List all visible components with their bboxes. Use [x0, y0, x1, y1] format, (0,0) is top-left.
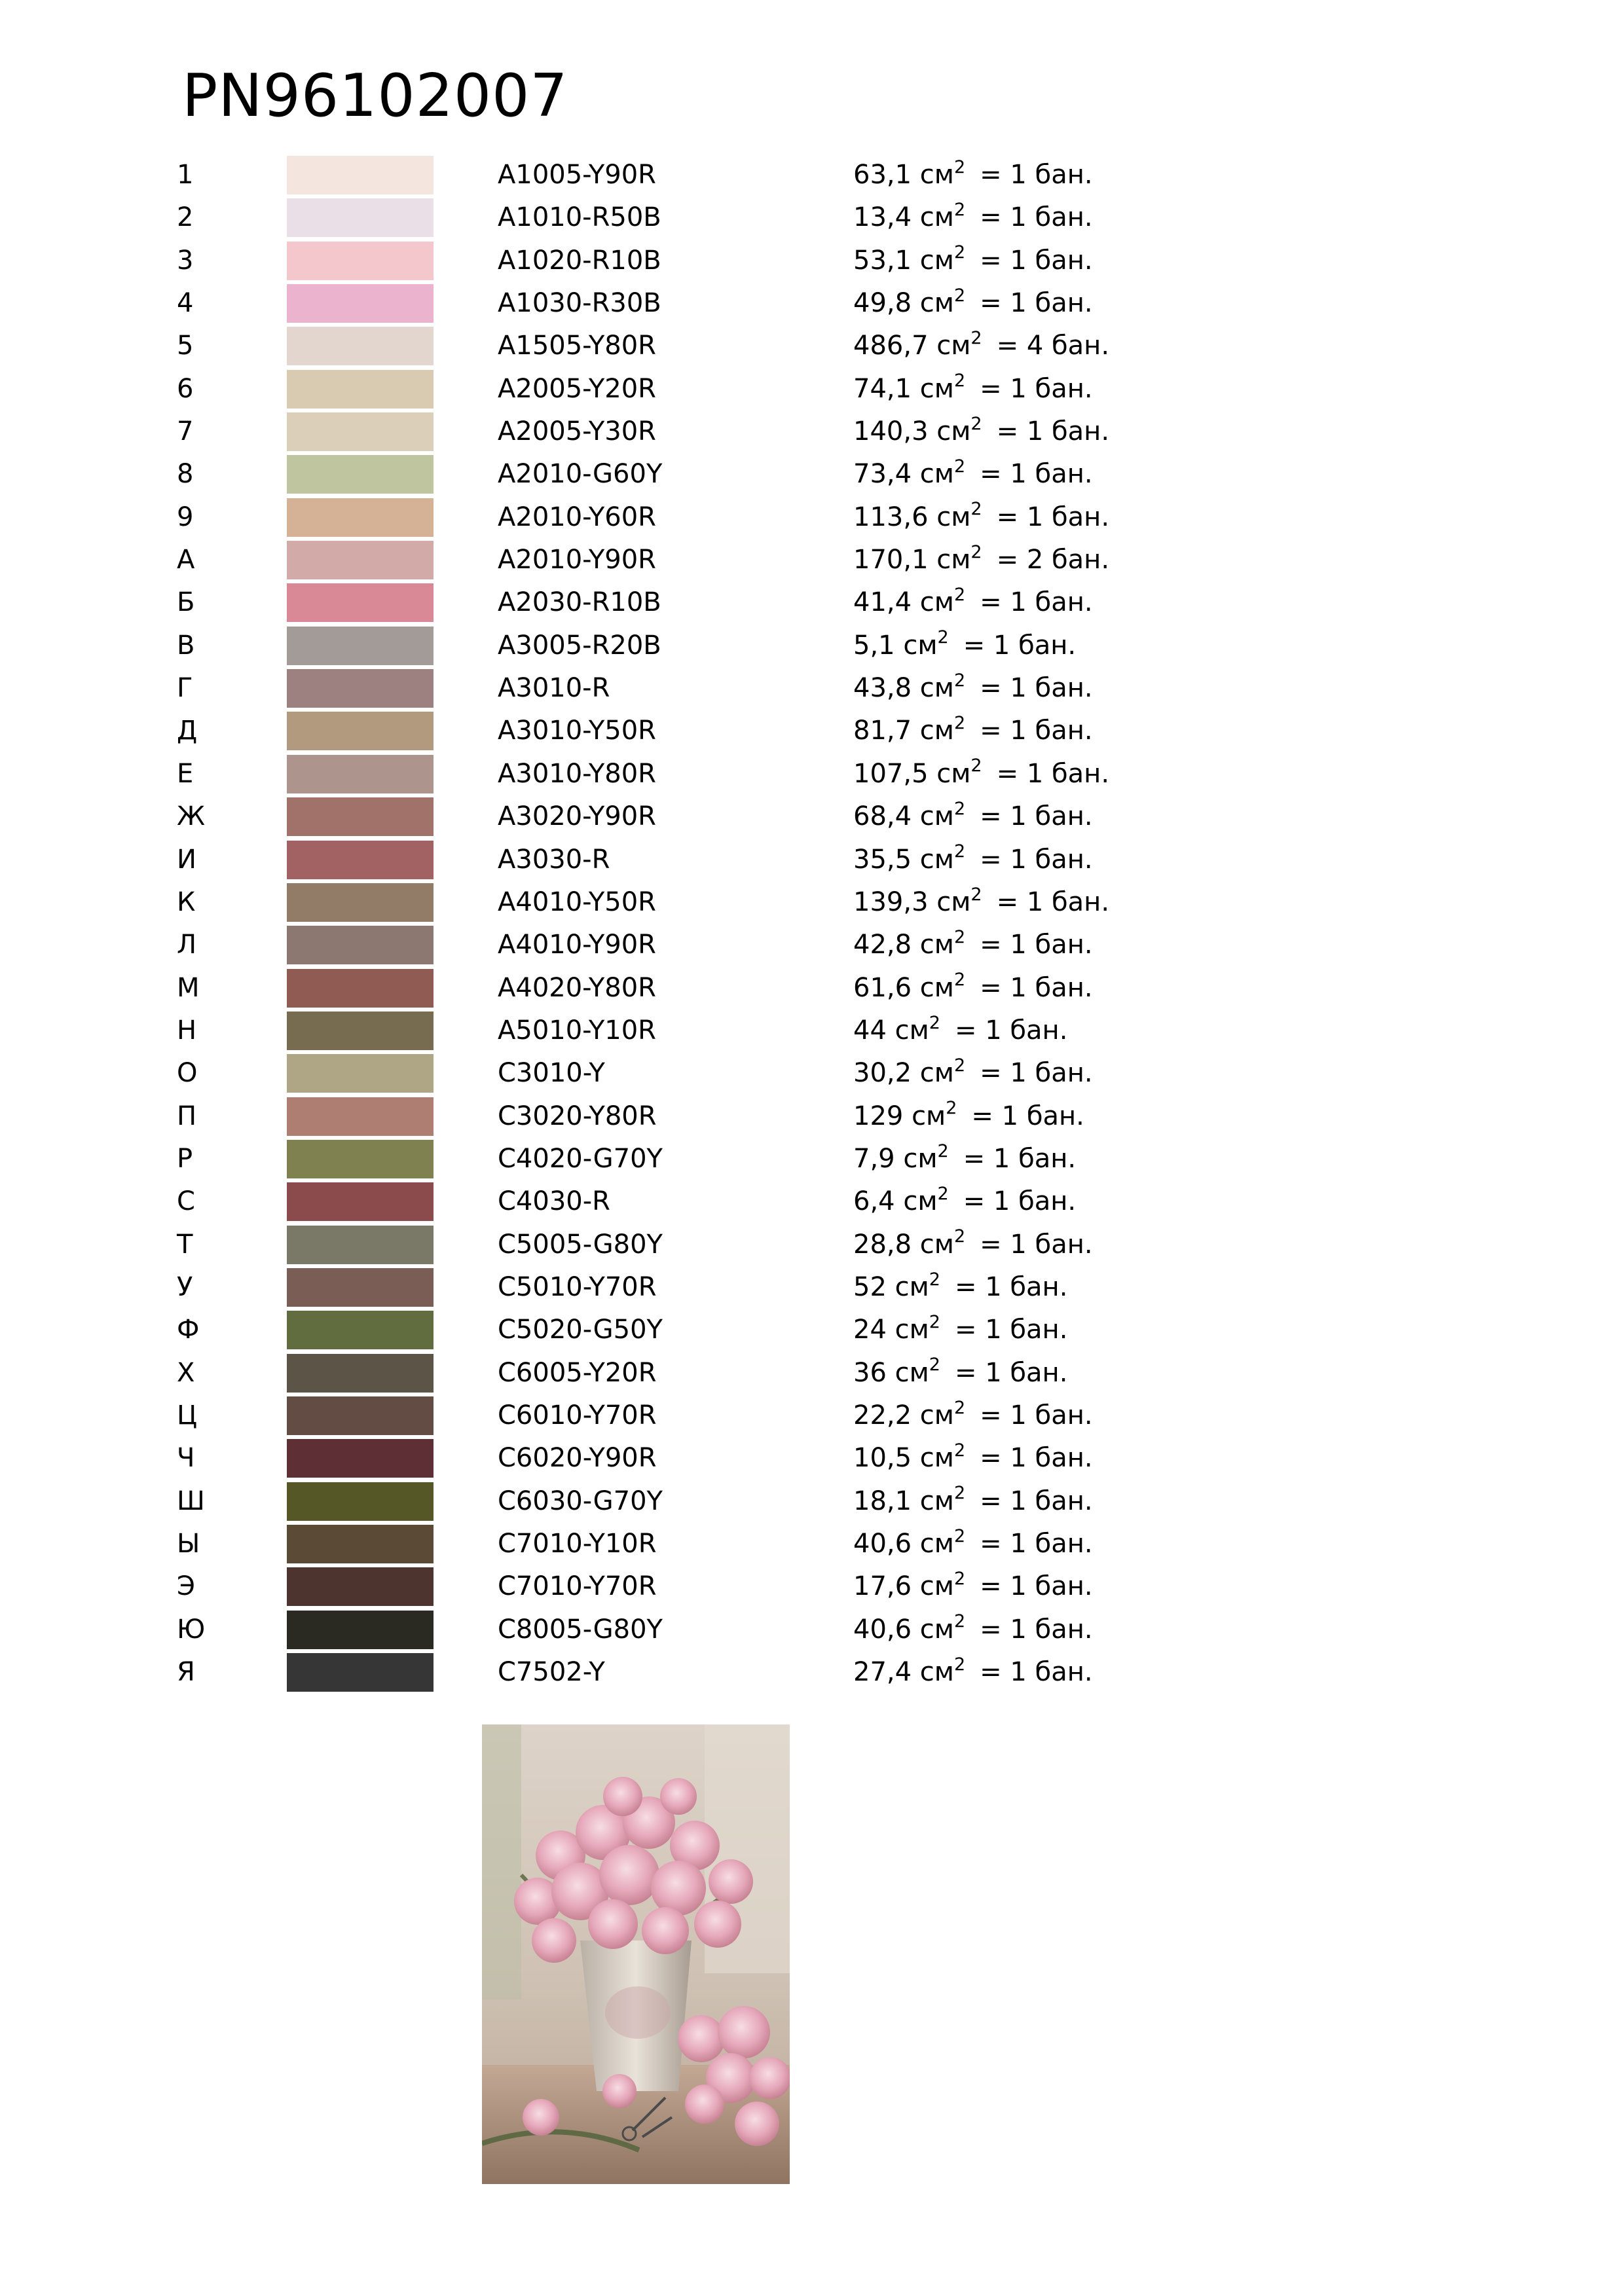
color-swatch [287, 1268, 434, 1307]
color-swatch [287, 1482, 434, 1521]
jar-count: = 1 бан. [980, 1529, 1093, 1559]
color-swatch [287, 455, 434, 494]
area-exponent: 2 [953, 242, 966, 263]
jar-count: = 1 бан. [980, 1400, 1093, 1430]
jar-count: = 1 бан. [996, 758, 1110, 789]
jar-count: = 1 бан. [980, 1485, 1093, 1516]
area-value: 13,4 см [853, 202, 954, 233]
color-number: 8 [177, 459, 194, 490]
color-code: C6005-Y20R [498, 1357, 657, 1388]
jar-count: = 1 бан. [980, 1229, 1093, 1260]
color-number: Т [177, 1229, 193, 1260]
area-exponent: 2 [953, 1397, 966, 1418]
jar-count: = 1 бан. [980, 202, 1093, 233]
area-value: 53,1 см [853, 245, 954, 276]
color-area [853, 1138, 1076, 1180]
color-row [0, 1609, 1624, 1651]
color-number: 6 [177, 373, 194, 404]
area-value: 52 см [853, 1271, 929, 1302]
color-row [0, 1437, 1624, 1480]
color-number: Ч [177, 1443, 195, 1474]
jar-count: = 1 бан. [971, 1101, 1084, 1131]
color-code: A2005-Y30R [498, 416, 656, 447]
color-area [853, 795, 1093, 838]
jar-count: = 1 бан. [954, 1315, 1068, 1345]
jar-count: = 1 бан. [980, 844, 1093, 875]
jar-count: = 1 бан. [996, 886, 1110, 917]
color-swatch [287, 969, 434, 1008]
color-row [0, 368, 1624, 410]
area-exponent: 2 [953, 1611, 966, 1632]
area-exponent: 2 [953, 1226, 966, 1247]
color-swatch [287, 1396, 434, 1435]
color-area [853, 967, 1093, 1010]
area-value: 139,3 см [853, 886, 971, 917]
jar-count: = 1 бан. [980, 245, 1093, 276]
color-number: Б [177, 587, 195, 618]
color-code: A3020-Y90R [498, 801, 656, 832]
color-number: С [177, 1186, 195, 1217]
color-row [0, 1224, 1624, 1266]
area-exponent: 2 [937, 1140, 949, 1161]
color-number: Е [177, 758, 194, 789]
color-area [853, 581, 1093, 624]
jar-count: = 1 бан. [980, 930, 1093, 960]
color-area [853, 924, 1093, 966]
jar-count: = 1 бан. [980, 587, 1093, 618]
color-row [0, 1309, 1624, 1351]
color-area [853, 1394, 1093, 1437]
color-area [853, 1052, 1093, 1095]
color-code: C4030-R [498, 1186, 610, 1217]
color-code: C6020-Y90R [498, 1443, 657, 1474]
color-area [853, 881, 1109, 924]
color-swatch [287, 1311, 434, 1349]
jar-count: = 1 бан. [980, 288, 1093, 319]
area-exponent: 2 [953, 1483, 966, 1504]
color-number: У [177, 1271, 193, 1302]
color-area [853, 667, 1093, 710]
area-value: 113,6 см [853, 501, 971, 532]
color-code: C6030-G70Y [498, 1485, 663, 1516]
area-exponent: 2 [970, 499, 982, 520]
color-code: A5010-Y10R [498, 1015, 656, 1046]
color-swatch [287, 284, 434, 323]
color-area [853, 1480, 1093, 1523]
color-area [853, 1523, 1093, 1565]
color-swatch [287, 541, 434, 579]
color-row [0, 881, 1624, 924]
area-value: 107,5 см [853, 758, 971, 789]
area-value: 486,7 см [853, 331, 971, 361]
color-area [853, 1010, 1067, 1052]
area-exponent: 2 [937, 1183, 949, 1204]
color-swatch [287, 1653, 434, 1692]
color-number: В [177, 630, 195, 661]
color-swatch [287, 1054, 434, 1093]
color-area [853, 154, 1093, 196]
jar-count: = 1 бан. [996, 501, 1110, 532]
jar-count: = 1 бан. [963, 630, 1077, 661]
color-area [853, 496, 1109, 539]
color-number: П [177, 1101, 197, 1131]
color-number: Ж [177, 801, 206, 832]
area-exponent: 2 [929, 1012, 940, 1033]
color-row [0, 1266, 1624, 1309]
area-value: 40,6 см [853, 1529, 954, 1559]
color-code: A2030-R10B [498, 587, 661, 618]
color-area [853, 453, 1093, 496]
color-code: C4020-G70Y [498, 1143, 663, 1174]
color-area [853, 196, 1093, 239]
color-area [853, 1609, 1093, 1651]
area-value: 24 см [853, 1315, 929, 1345]
color-row [0, 1052, 1624, 1095]
area-value: 63,1 см [853, 160, 954, 190]
color-row [0, 1138, 1624, 1180]
area-value: 140,3 см [853, 416, 971, 447]
jar-count: = 1 бан. [954, 1015, 1068, 1046]
area-value: 81,7 см [853, 716, 954, 746]
area-value: 74,1 см [853, 373, 954, 404]
area-value: 28,8 см [853, 1229, 954, 1260]
color-code: A1010-R50B [498, 202, 661, 233]
area-exponent: 2 [929, 1355, 940, 1376]
area-exponent: 2 [953, 670, 966, 691]
jar-count: = 1 бан. [980, 1614, 1093, 1645]
color-row [0, 753, 1624, 795]
color-row [0, 1010, 1624, 1052]
color-code: C5005-G80Y [498, 1229, 663, 1260]
color-number: Ц [177, 1400, 198, 1430]
color-row [0, 1352, 1624, 1394]
color-number: 1 [177, 160, 194, 190]
area-value: 68,4 см [853, 801, 954, 832]
color-code: A1020-R10B [498, 245, 661, 276]
color-code: C6010-Y70R [498, 1400, 657, 1430]
color-number: Ш [177, 1485, 205, 1516]
color-row [0, 967, 1624, 1010]
color-code: A2010-G60Y [498, 459, 663, 490]
color-swatch [287, 1226, 434, 1264]
color-swatch [287, 498, 434, 537]
color-row [0, 154, 1624, 196]
roses-vase-image [482, 1724, 790, 2184]
color-area [853, 282, 1093, 325]
color-swatch [287, 712, 434, 750]
jar-count: = 1 бан. [963, 1186, 1077, 1217]
color-swatch [287, 198, 434, 237]
jar-count: = 1 бан. [980, 459, 1093, 490]
color-code: C7010-Y10R [498, 1529, 657, 1559]
area-value: 6,4 см [853, 1186, 938, 1217]
color-area [853, 325, 1109, 367]
color-code: C5020-G50Y [498, 1315, 663, 1345]
color-code: A2005-Y20R [498, 373, 656, 404]
color-code: C8005-G80Y [498, 1614, 663, 1645]
area-value: 17,6 см [853, 1571, 954, 1602]
area-exponent: 2 [953, 585, 966, 606]
color-code: A3010-R [498, 673, 610, 704]
jar-count: = 1 бан. [980, 673, 1093, 704]
color-area [853, 753, 1109, 795]
color-area [853, 368, 1093, 410]
area-exponent: 2 [953, 1055, 966, 1076]
color-row [0, 1095, 1624, 1138]
jar-count: = 1 бан. [980, 801, 1093, 832]
color-row [0, 625, 1624, 667]
color-number: О [177, 1058, 198, 1089]
area-exponent: 2 [953, 1654, 966, 1675]
color-number: Э [177, 1571, 195, 1602]
area-exponent: 2 [953, 156, 966, 177]
color-number: 7 [177, 416, 194, 447]
area-value: 18,1 см [853, 1485, 954, 1516]
color-area [853, 410, 1109, 453]
color-row [0, 839, 1624, 881]
color-swatch [287, 583, 434, 622]
color-row [0, 453, 1624, 496]
color-code: A3010-Y50R [498, 716, 656, 746]
color-code: C5010-Y70R [498, 1271, 657, 1302]
color-swatch [287, 1097, 434, 1136]
color-swatch [287, 156, 434, 194]
color-number: Ы [177, 1529, 200, 1559]
area-value: 40,6 см [853, 1614, 954, 1645]
color-code: A2010-Y90R [498, 545, 656, 575]
color-row [0, 1480, 1624, 1523]
color-number: 3 [177, 245, 194, 276]
color-code: A4010-Y50R [498, 886, 656, 917]
color-number: 9 [177, 501, 194, 532]
jar-count: = 1 бан. [980, 1443, 1093, 1474]
color-area [853, 1352, 1067, 1394]
area-exponent: 2 [953, 798, 966, 819]
area-exponent: 2 [953, 926, 966, 947]
color-swatch [287, 370, 434, 409]
area-exponent: 2 [970, 756, 982, 776]
color-number: 5 [177, 331, 194, 361]
page-title: PN96102007 [182, 62, 568, 130]
area-value: 10,5 см [853, 1443, 954, 1474]
area-exponent: 2 [937, 627, 949, 648]
color-area [853, 1309, 1067, 1351]
jar-count: = 4 бан. [996, 331, 1110, 361]
area-exponent: 2 [970, 884, 982, 905]
area-exponent: 2 [953, 1569, 966, 1590]
color-number: А [177, 545, 195, 575]
color-swatch [287, 1611, 434, 1649]
jar-count: = 1 бан. [963, 1143, 1077, 1174]
color-row [0, 196, 1624, 239]
area-exponent: 2 [970, 413, 982, 434]
color-row [0, 1565, 1624, 1608]
area-value: 42,8 см [853, 930, 954, 960]
color-number: Л [177, 930, 197, 960]
color-number: Я [177, 1657, 195, 1688]
area-value: 22,2 см [853, 1400, 954, 1430]
color-code: C3020-Y80R [498, 1101, 657, 1131]
jar-count: = 1 бан. [980, 1058, 1093, 1089]
color-code: A1030-R30B [498, 288, 661, 319]
color-swatch [287, 1011, 434, 1050]
area-exponent: 2 [953, 285, 966, 306]
area-value: 36 см [853, 1357, 929, 1388]
jar-count: = 1 бан. [980, 160, 1093, 190]
area-value: 30,2 см [853, 1058, 954, 1089]
area-value: 7,9 см [853, 1143, 938, 1174]
color-row [0, 1394, 1624, 1437]
jar-count: = 1 бан. [980, 1657, 1093, 1688]
color-area [853, 710, 1093, 752]
area-exponent: 2 [953, 970, 966, 991]
color-code: C7502-Y [498, 1657, 605, 1688]
color-code: A4010-Y90R [498, 930, 656, 960]
color-row [0, 581, 1624, 624]
color-area [853, 1266, 1067, 1309]
color-swatch [287, 627, 434, 665]
color-swatch [287, 1140, 434, 1178]
area-exponent: 2 [953, 200, 966, 221]
area-value: 35,5 см [853, 844, 954, 875]
color-swatch [287, 1567, 434, 1606]
color-area [853, 1095, 1084, 1138]
color-row [0, 667, 1624, 710]
color-number: Ф [177, 1315, 200, 1345]
color-row [0, 496, 1624, 539]
color-area [853, 1565, 1093, 1608]
color-row [0, 795, 1624, 838]
area-value: 170,1 см [853, 545, 971, 575]
color-swatch [287, 1354, 434, 1393]
color-swatch [287, 1439, 434, 1478]
color-number: Д [177, 716, 198, 746]
color-number: Г [177, 673, 193, 704]
area-exponent: 2 [953, 456, 966, 477]
area-value: 44 см [853, 1015, 929, 1046]
color-number: К [177, 886, 196, 917]
color-row [0, 1651, 1624, 1694]
area-value: 129 см [853, 1101, 946, 1131]
color-code: A3010-Y80R [498, 758, 656, 789]
color-number: Х [177, 1357, 195, 1388]
color-number: М [177, 972, 200, 1003]
area-exponent: 2 [970, 328, 982, 349]
color-swatch [287, 1182, 434, 1221]
color-row [0, 325, 1624, 367]
color-code: A3005-R20B [498, 630, 661, 661]
color-code: A1005-Y90R [498, 160, 656, 190]
color-row [0, 282, 1624, 325]
color-row [0, 924, 1624, 966]
color-number: Н [177, 1015, 197, 1046]
color-row [0, 1523, 1624, 1565]
color-code: A3030-R [498, 844, 610, 875]
color-code: C7010-Y70R [498, 1571, 657, 1602]
color-area [853, 240, 1093, 282]
area-exponent: 2 [929, 1269, 940, 1290]
color-area [853, 625, 1076, 667]
area-exponent: 2 [953, 1440, 966, 1461]
color-area [853, 1437, 1093, 1480]
color-row [0, 710, 1624, 752]
color-code: C3010-Y [498, 1058, 605, 1089]
jar-count: = 1 бан. [980, 373, 1093, 404]
area-exponent: 2 [953, 841, 966, 862]
color-swatch [287, 327, 434, 365]
area-exponent: 2 [970, 541, 982, 562]
color-number: 2 [177, 202, 194, 233]
jar-count: = 1 бан. [980, 716, 1093, 746]
area-value: 27,4 см [853, 1657, 954, 1688]
color-swatch [287, 841, 434, 879]
jar-count: = 1 бан. [980, 1571, 1093, 1602]
color-area [853, 539, 1109, 581]
color-row [0, 1180, 1624, 1223]
area-value: 5,1 см [853, 630, 938, 661]
area-value: 73,4 см [853, 459, 954, 490]
color-area [853, 839, 1093, 881]
color-code: A1505-Y80R [498, 331, 656, 361]
area-value: 41,4 см [853, 587, 954, 618]
area-exponent: 2 [953, 371, 966, 392]
jar-count: = 1 бан. [954, 1271, 1068, 1302]
area-exponent: 2 [946, 1098, 957, 1119]
color-code: A2010-Y60R [498, 501, 656, 532]
color-area [853, 1224, 1093, 1266]
area-value: 61,6 см [853, 972, 954, 1003]
jar-count: = 1 бан. [954, 1357, 1068, 1388]
color-number: И [177, 844, 196, 875]
area-exponent: 2 [953, 1525, 966, 1546]
color-swatch [287, 883, 434, 922]
jar-count: = 2 бан. [996, 545, 1110, 575]
color-area [853, 1180, 1076, 1223]
area-value: 49,8 см [853, 288, 954, 319]
area-exponent: 2 [953, 713, 966, 734]
color-swatch [287, 242, 434, 280]
color-code: A4020-Y80R [498, 972, 656, 1003]
color-swatch [287, 755, 434, 793]
color-swatch [287, 412, 434, 451]
color-swatch [287, 926, 434, 964]
color-number: Р [177, 1143, 193, 1174]
jar-count: = 1 бан. [996, 416, 1110, 447]
color-swatch [287, 669, 434, 708]
jar-count: = 1 бан. [980, 972, 1093, 1003]
color-row [0, 539, 1624, 581]
color-number: 4 [177, 288, 194, 319]
color-swatch [287, 1525, 434, 1563]
preview-painting [482, 1724, 790, 2184]
area-exponent: 2 [929, 1311, 940, 1332]
color-number: Ю [177, 1614, 206, 1645]
color-row [0, 410, 1624, 453]
color-area [853, 1651, 1093, 1694]
color-table [0, 154, 1624, 1694]
color-swatch [287, 797, 434, 836]
area-value: 43,8 см [853, 673, 954, 704]
color-row [0, 240, 1624, 282]
